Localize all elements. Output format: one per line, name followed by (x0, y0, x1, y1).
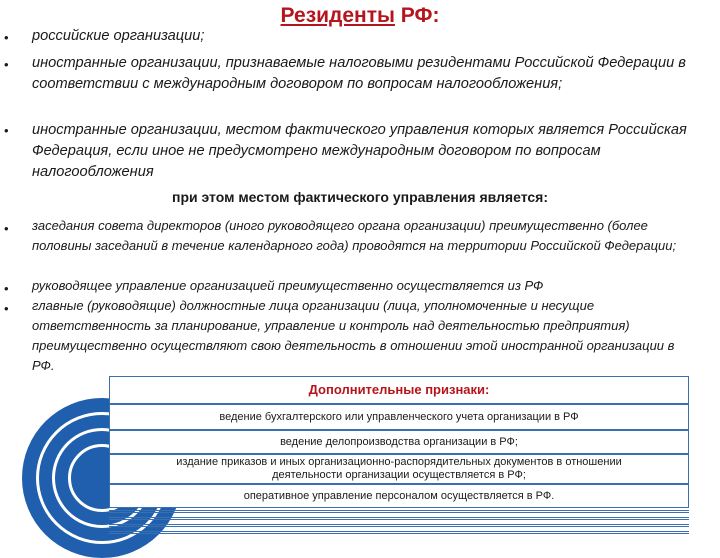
additional-sign-row: издание приказов и иных организационно-распорядительных документов в отношении деятельности организации осуществляется в РФ; (109, 454, 689, 484)
divider (109, 510, 689, 513)
list-item: иностранные организации, признаваемые налоговыми резидентами Российской Федерации в соответствии с международным договором по вопросам налогообложения; (32, 55, 686, 92)
additional-sign-row: ведение бухгалтерского или управленческого учета организации в РФ (109, 404, 689, 430)
divider (109, 517, 689, 520)
subheading: при этом местом фактического управления является: (171, 189, 548, 205)
bullet: • (4, 30, 9, 45)
bullet: • (4, 301, 9, 316)
divider (109, 531, 689, 534)
sub-list-item: руководящее управление организацией преимущественно осуществляется из РФ (32, 278, 544, 293)
additional-signs-diagram (22, 376, 702, 540)
bullet: • (4, 123, 9, 138)
bullet: • (4, 221, 9, 236)
title-part-2: РФ: (394, 4, 440, 27)
list-item: иностранные организации, местом фактического управления которых является Российская Федерация, если иное не предусмотрено международным договором по вопросам налогообложения (32, 122, 687, 180)
additional-sign-row: ведение делопроизводства организации в РФ; (109, 430, 689, 454)
additional-sign-row: оперативное управление персоналом осуществляется в РФ. (109, 484, 689, 508)
bullet: • (4, 57, 9, 72)
list-item: российские организации; (32, 28, 205, 44)
page-title (0, 4, 720, 28)
sub-list-item: заседания совета директоров (иного руководящего органа организации) преимущественно (более половины заседаний в течение календарного года) проводятся на территории Российской Федерации; (32, 218, 677, 253)
sub-list-item: главные (руководящие) должностные лица организации (лица, уполномоченные и несущие ответственность за планирование, управление и контроль над деятельностью предприятия) преимущественно осуществляют свою деятельность в отношении этой иностранной организации в РФ. (32, 298, 675, 373)
bullet: • (4, 281, 9, 296)
title-part-1: Резиденты (280, 4, 395, 27)
divider (109, 524, 689, 527)
additional-signs-heading: Дополнительные признаки: (109, 376, 689, 404)
